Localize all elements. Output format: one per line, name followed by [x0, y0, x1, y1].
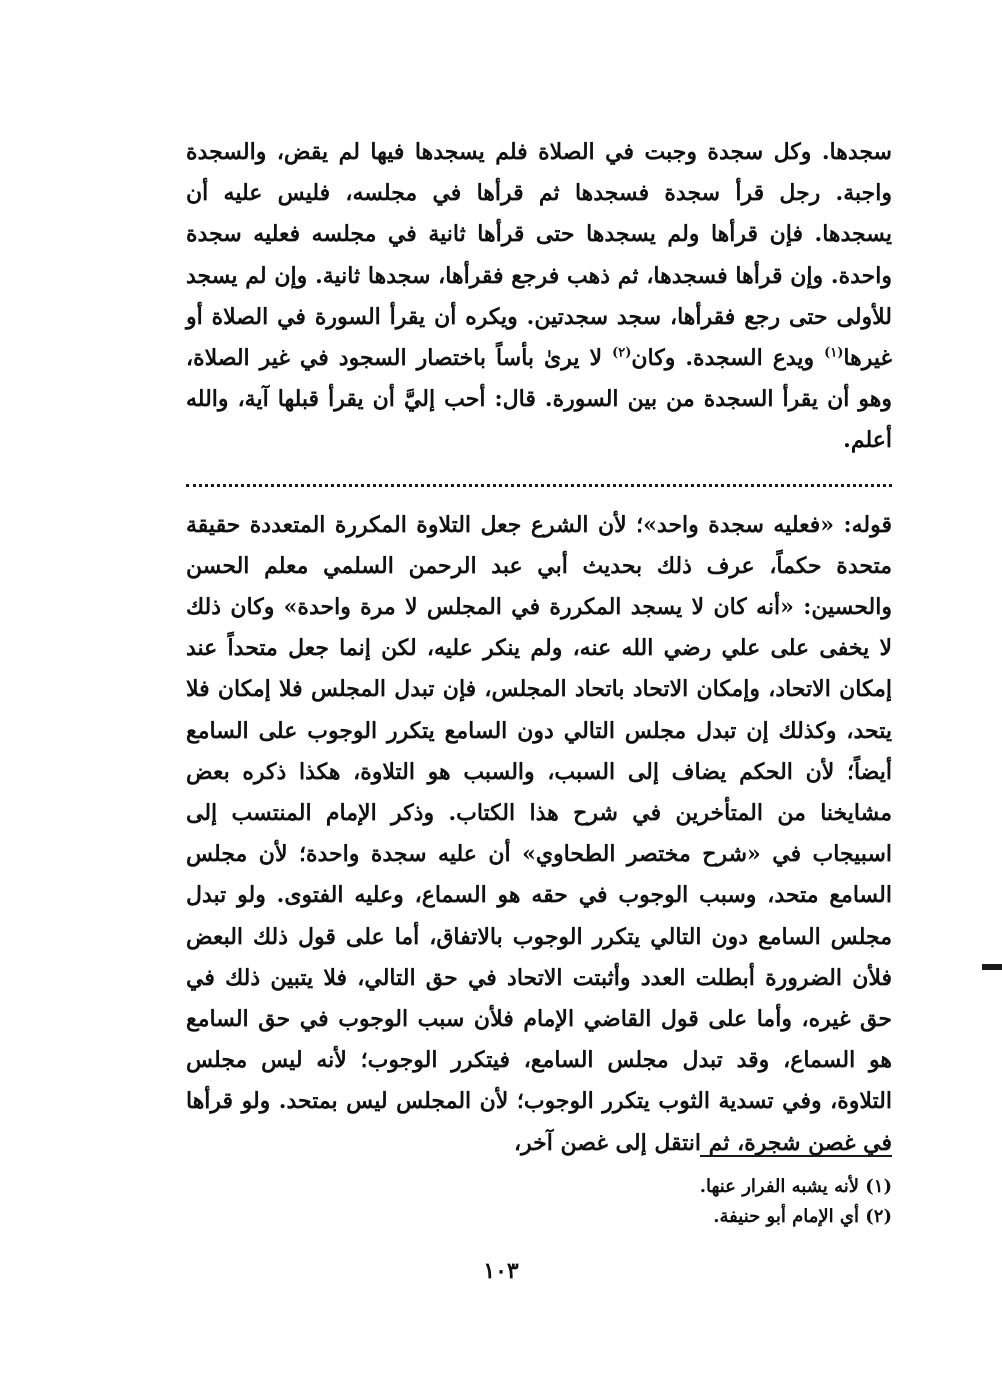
matn-text: سجدها. وكل سجدة وجبت في الصلاة فلم يسجدها فيها لم يقض، والسجدة واجبة. رجل قرأ سجدة فسجدها ثم قرأها في مجلسه، فليس عليه أن يسجدها. فإن قرأها ولم يسجدها حتى قرأها ثانية في مجلسه فعليه سجدة واحدة. وإن قرأها فسجدها، ثم ذهب فرجع فقرأها، سجدها ثانية. وإن لم يسجد للأولى حتى رجع فقرأها، سجد سجدتين. ويكره أن يقرأ السورة في الصلاة أو غيرها	[186, 139, 893, 372]
matn-paragraph	[186, 132, 892, 462]
footnotes	[186, 1172, 892, 1232]
dotted-separator	[186, 484, 892, 487]
matn-text-end: لا يرىٰ بأساً باختصار السجود في غير الصلاة، وهو أن يقرأ السجدة من بين السورة. قال: أحب إليَّ أن يقرأ قبلها آية، والله أعلم.	[186, 345, 892, 454]
footnote-1: (١) لأنه يشبه الفرار عنها.	[699, 1176, 892, 1197]
scan-edge-mark	[982, 964, 1002, 970]
sharh-lead: قوله:	[843, 511, 892, 538]
sharh-text: «فعليه سجدة واحد»؛ لأن الشرع جعل التلاوة المكررة المتعددة حقيقة متحدة حكماً، عرف ذلك بحديث أبي عبد الرحمن السلمي معلم الحسن والحسين: «أنه كان لا يسجد المكررة في المجلس لا مرة واحدة» وكان ذلك لا يخفى على علي رضي الله عنه، ولم ينكر عليه، لكن إنما جعل متحداً عند إمكان الاتحاد، وإمكان الاتحاد باتحاد المجلس، فإن تبدل المجلس فلا إمكان فلا يتحد، وكذلك إن تبدل مجلس التالي دون السامع يتكرر الوجوب على السامع أيضاً؛ لأن الحكم يضاف إلى السبب، والسبب هو التلاوة، هكذا ذكره بعض مشايخنا من المتأخرين في شرح هذا الكتاب. وذكر الإمام المنتسب إلى اسبيجاب في «شرح مختصر الطحاوي» أن عليه سجدة واحدة؛ لأن مجلس السامع متحد، وسبب الوجوب في حقه هو السماع، وعليه الفتوى. ولو تبدل مجلس السامع دون التالي يتكرر الوجوب بالاتفاق، أما على قول ذلك البعض فلأن الضرورة أبطلت العدد وأثبتت الاتحاد في حق التالي، فلا يتبين ذلك في حق غيره، وأما على قول القاضي الإمام فلأن سبب الوجوب في حق السامع هو السماع، وقد تبدل مجلس السامع، فيتكرر الوجوب؛ لأنه ليس مجلس التلاوة، وفي تسدية الثوب يتكرر الوجوب؛ لأن المجلس ليس بمتحد. ولو قرأها في غصن شجرة، ثم انتقل إلى غصن آخر،	[186, 511, 893, 1156]
matn-text-continued: ويدع السجدة. وكان	[631, 345, 825, 372]
page-number: ١٠٣	[483, 1258, 519, 1284]
footnote-divider	[700, 1155, 892, 1157]
page-content	[186, 132, 892, 1352]
footnote-ref-2: (٢)	[612, 345, 632, 361]
footnote-2: (٢) أي الإمام أبو حنيفة.	[713, 1206, 892, 1227]
sharh-paragraph	[186, 505, 892, 1164]
footnote-ref-1: (١)	[824, 345, 844, 361]
